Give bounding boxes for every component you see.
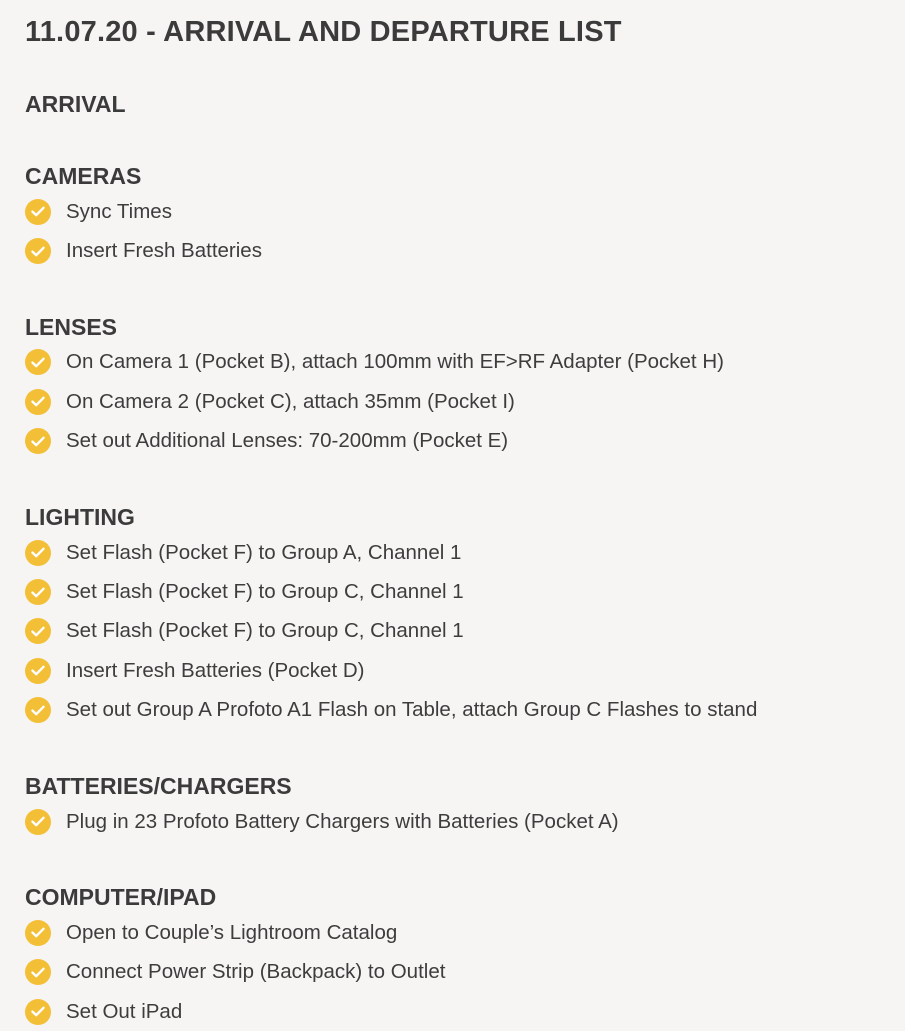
checkmark-circle-icon[interactable] bbox=[25, 920, 51, 946]
checkmark-circle-icon[interactable] bbox=[25, 658, 51, 684]
checkmark-circle-icon[interactable] bbox=[25, 238, 51, 264]
checklist-item[interactable] bbox=[25, 953, 895, 992]
section-batteries-chargers bbox=[25, 770, 895, 841]
note-body[interactable] bbox=[25, 12, 895, 1031]
checkmark-circle-icon[interactable] bbox=[25, 999, 51, 1025]
checklist-item[interactable] bbox=[25, 691, 895, 730]
checklist-item-text: Insert Fresh Batteries bbox=[66, 239, 262, 263]
checklist-item-text: On Camera 2 (Pocket C), attach 35mm (Pocket I) bbox=[66, 389, 515, 413]
checklist-item[interactable] bbox=[25, 802, 895, 841]
checklist-item-text: Open to Couple’s Lightroom Catalog bbox=[66, 920, 398, 944]
section-heading: COMPUTER/IPAD bbox=[25, 884, 217, 911]
checkmark-circle-icon[interactable] bbox=[25, 579, 51, 605]
checklist-item-text: Plug in 23 Profoto Battery Chargers with Batteries (Pocket A) bbox=[66, 809, 619, 833]
checklist-item[interactable] bbox=[25, 572, 895, 611]
checklist-item[interactable] bbox=[25, 992, 895, 1031]
checklist-item[interactable] bbox=[25, 612, 895, 651]
section-lenses bbox=[25, 311, 895, 461]
checklist-item[interactable] bbox=[25, 533, 895, 572]
checklist-item-text: On Camera 1 (Pocket B), attach 100mm with EF>RF Adapter (Pocket H) bbox=[66, 350, 724, 374]
arrival-heading: ARRIVAL bbox=[25, 91, 126, 117]
checklist-item-text: Set Flash (Pocket F) to Group A, Channel 1 bbox=[66, 540, 462, 564]
checklist-item-text: Connect Power Strip (Backpack) to Outlet bbox=[66, 960, 446, 984]
checklist-item-text: Set out Group A Profoto A1 Flash on Table, attach Group C Flashes to stand bbox=[66, 698, 758, 722]
checklist-item[interactable] bbox=[25, 343, 895, 382]
section-heading: LIGHTING bbox=[25, 503, 135, 530]
checkmark-circle-icon[interactable] bbox=[25, 809, 51, 835]
checklist-item-text: Sync Times bbox=[66, 199, 172, 223]
checkmark-circle-icon[interactable] bbox=[25, 199, 51, 225]
section-heading: BATTERIES/CHARGERS bbox=[25, 772, 292, 799]
checkmark-circle-icon[interactable] bbox=[25, 540, 51, 566]
checklist-item-text: Set Flash (Pocket F) to Group C, Channel 1 bbox=[66, 580, 464, 604]
note-title: 11.07.20 - ARRIVAL AND DEPARTURE LIST bbox=[25, 16, 622, 48]
section-cameras bbox=[25, 160, 895, 271]
checkmark-circle-icon[interactable] bbox=[25, 959, 51, 985]
section-heading: LENSES bbox=[25, 313, 118, 340]
checklist bbox=[25, 160, 895, 1031]
checkmark-circle-icon[interactable] bbox=[25, 428, 51, 454]
checkmark-circle-icon[interactable] bbox=[25, 697, 51, 723]
checklist-item[interactable] bbox=[25, 913, 895, 952]
checklist-item-text: Insert Fresh Batteries (Pocket D) bbox=[66, 658, 365, 682]
checkmark-circle-icon[interactable] bbox=[25, 389, 51, 415]
section-computer-ipad bbox=[25, 881, 895, 1031]
checklist-item[interactable] bbox=[25, 382, 895, 421]
section-heading: CAMERAS bbox=[25, 163, 142, 189]
checklist-item[interactable] bbox=[25, 231, 895, 270]
section-lighting bbox=[25, 501, 895, 730]
checkmark-circle-icon[interactable] bbox=[25, 618, 51, 644]
checklist-item[interactable] bbox=[25, 651, 895, 690]
checklist-item-text: Set Flash (Pocket F) to Group C, Channel 1 bbox=[66, 619, 464, 643]
checklist-item[interactable] bbox=[25, 192, 895, 231]
checklist-item-text: Set out Additional Lenses: 70-200mm (Pocket E) bbox=[66, 429, 509, 453]
checklist-item[interactable] bbox=[25, 422, 895, 461]
checklist-item-text: Set Out iPad bbox=[66, 999, 183, 1023]
checkmark-circle-icon[interactable] bbox=[25, 349, 51, 375]
